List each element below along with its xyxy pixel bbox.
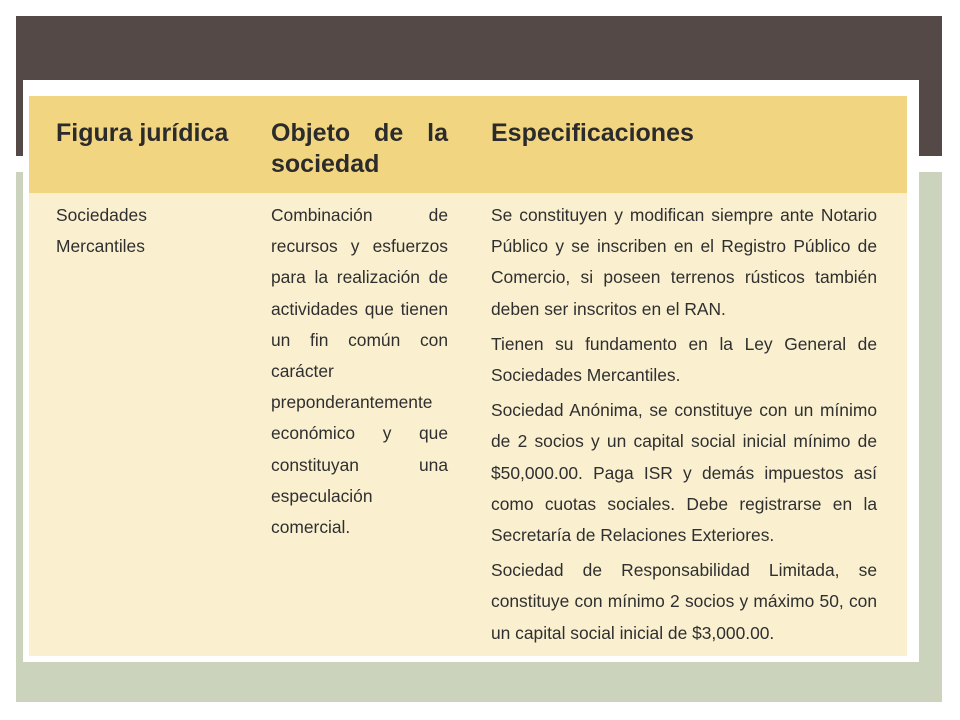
legal-figure-table [29,96,907,656]
cell-especificaciones [491,200,877,649]
cell-objeto-sociedad: Combinación de recursos y esfuerzos para la realización de actividades que tienen un fin común con carácter preponderantemente económico y que constituyan una especulación comercial. [271,205,448,538]
especificacion-paragraph: Sociedad Anónima, se constituye con un mínimo de 2 socios y un capital social inicial mínimo de $50,000.00. Paga ISR y demás impuestos así como cuotas sociales. Debe registrarse en la Secretaría de Relaciones Exteriores. [491,400,877,546]
header-especificaciones: Especificaciones [491,119,694,147]
table-card [23,80,919,662]
especificacion-paragraph: Sociedad de Responsabilidad Limitada, se constituye con mínimo 2 socios y máximo 50, con un capital social inicial de $3,000.00. [491,560,877,643]
header-figura-juridica: Figura jurídica [56,119,229,147]
especificacion-paragraph: Tienen su fundamento en la Ley General de Sociedades Mercantiles. [491,333,877,386]
cell-figura-juridica: Sociedades Mercantiles [56,205,147,257]
especificacion-paragraph: Se constituyen y modifican siempre ante Notario Público y se inscriben en el Registro Público de Comercio, si poseen terrenos rústicos también deben ser inscritos en el RAN. [491,205,877,319]
table-header-row [29,96,907,193]
header-objeto-sociedad: Objeto de la sociedad [271,119,448,178]
